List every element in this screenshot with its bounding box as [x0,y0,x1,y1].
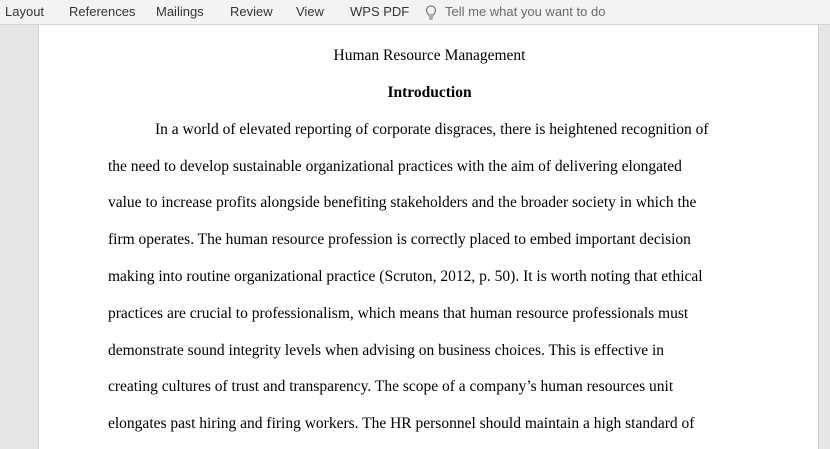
paragraph-line: In a world of elevated reporting of corporate disgraces, there is heightened recognition of [155,121,709,138]
document-title: Human Resource Management [333,47,526,64]
paragraph-line: creating cultures of trust and transparency. The scope of a company’s human resources unit [108,378,674,395]
paragraph-line: making into routine organizational practice (Scruton, 2012, p. 50). It is worth noting that ethical [108,268,703,285]
paragraph-line: demonstrate sound integrity levels when advising on business choices. This is effective in [108,342,665,359]
lightbulb-icon [425,5,437,21]
paragraph-line: firm operates. The human resource profession is correctly placed to embed important decision [108,231,691,248]
tab-references[interactable]: References [69,4,136,19]
paragraph-line: elongates past hiring and firing workers. The HR personnel should maintain a high standard of [108,415,695,432]
tab-view[interactable]: View [296,4,324,19]
paragraph-line: value to increase profits alongside benefiting stakeholders and the broader society in which the [108,194,697,211]
section-heading: Introduction [387,84,472,101]
tell-me-label: Tell me what you want to do [445,4,606,19]
ribbon-tab-bar [0,0,830,25]
document-page[interactable] [38,25,819,449]
paragraph-line: practices are crucial to professionalism, which means that human resource professionals must [108,305,689,322]
tab-review[interactable]: Review [230,4,273,19]
paragraph-line: the need to develop sustainable organizational practices with the aim of delivering elongated [108,158,682,175]
tab-layout[interactable]: Layout [5,4,45,19]
tab-mailings[interactable]: Mailings [156,4,204,19]
tab-wps-pdf[interactable]: WPS PDF [350,4,410,19]
